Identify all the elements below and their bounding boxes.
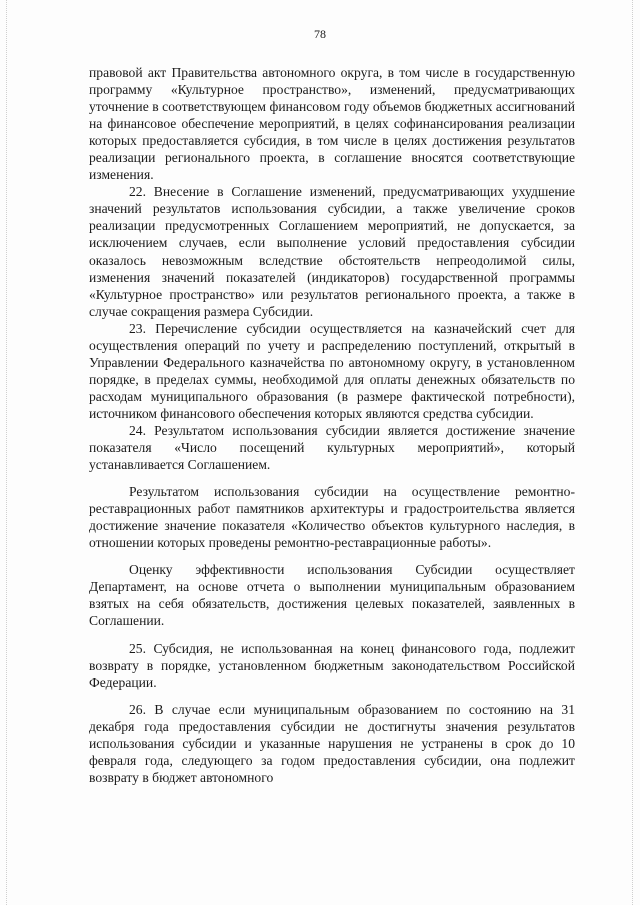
paragraph-24: 24. Результатом использования субсидии является достижение значение показателя «Число посещений культурных мероприятий», который устанавливается Соглашением. [89,422,575,473]
paragraph-24-restoration-result: Результатом использования субсидии на осуществление ремонтно-реставрационных работ памятников архитектуры и градостроительства является достижение значение показателя «Количество объектов культурного наследия, в отношении которых проведены ремонтно-реставрационные работы». [89,484,575,551]
page-number: 78 [314,27,326,41]
scan-edge-left [6,0,8,905]
scan-edge-right [632,0,634,905]
paragraph-23: 23. Перечисление субсидии осуществляется на казначейский счет для осуществления операций по учету и распределению поступлений, открытый в Управлении Федерального казначейства по автономному округу, в установленном порядке, в пределах суммы, необходимой для оплаты денежных обязательств по расходам муниципального образования (в размере фактической потребности), источником финансового обеспечения которых являются средства субсидии. [89,320,575,421]
paragraph-24-evaluation: Оценку эффективности использования Субсидии осуществляет Департамент, на основе отчета о выполнении муниципальным образованием взятых на себя обязательств, достижения целевых показателей, заявленных в Соглашении. [89,562,575,629]
paragraph-25: 25. Субсидия, не использованная на конец финансового года, подлежит возврату в порядке, установленном бюджетным законодательством Российской Федерации. [89,640,575,690]
paragraph-26: 26. В случае если муниципальным образованием по состоянию на 31 декабря года предоставления субсидии не достигнуты значения результатов использования субсидии и указанные нарушения не устранены в срок до 10 февраля года, следующего за годом предоставления субсидии, она подлежит возврату в бюджет автономного [89,701,575,785]
paragraph-22: 22. Внесение в Соглашение изменений, предусматривающих ухудшение значений результатов использования субсидии, а также увеличение сроков реализации предусмотренных Соглашением мероприятий, не допускается, за исключением случаев, если выполнение условий предоставления субсидии оказалось невозможным вследствие обстоятельств непреодолимой силы, изменения значений показателей (индикаторов) государственной программы «Культурное пространство» или результатов регионального проекта, а также в случае сокращения размера Субсидии. [89,184,575,319]
document-body [89,64,575,786]
paragraph-continuation: правовой акт Правительства автономного округа, в том числе в государственную программу «Культурное пространство», изменений, предусматривающих уточнение в соответствующем финансовом году объемов бюджетных ассигнований на финансовое обеспечение мероприятий, в целях софинансирования реализации которых предоставляется субсидия, в том числе в целях достижения результатов реализации регионального проекта, в соглашение вносятся соответствующие изменения. [89,65,575,183]
